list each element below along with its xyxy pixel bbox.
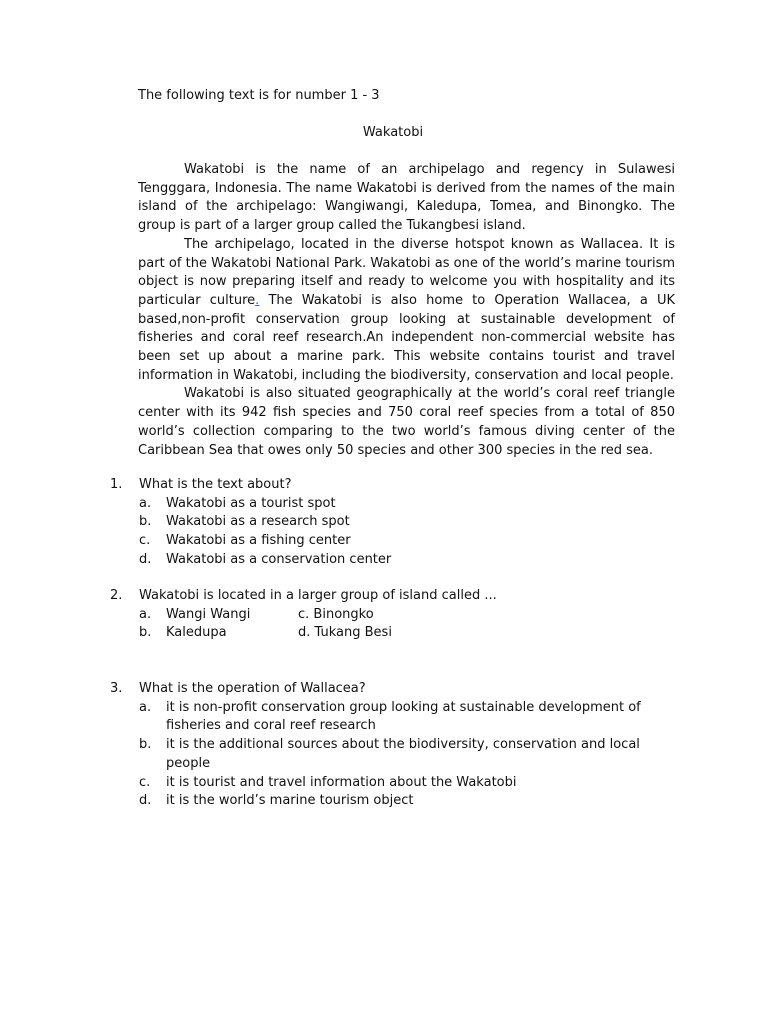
paragraph-1: Wakatobi is the name of an archipelago and regency in Sulawesi Tengggara, Indonesia. The name Wakatobi is derived from the names of the main island of the archipelago: Wangiwangi, Kaledupa, Tomea, and Binongko. The group is part of a larger group called the Tukangbesi island.: [138, 162, 675, 234]
option-b: b. it is the additional sources about the biodiversity, conservation and local people: [139, 737, 640, 771]
option-d: d. it is the world’s marine tourism object: [139, 793, 414, 809]
question-1: [110, 476, 676, 570]
option-d: d. Wakatobi as a conservation center: [139, 551, 392, 567]
intro-line: The following text is for number 1 - 3: [138, 88, 380, 103]
hyperlink-dot[interactable]: .: [255, 292, 260, 308]
passage-title: Wakatobi: [362, 125, 424, 140]
question-text: What is the operation of Wallacea?: [139, 681, 366, 696]
option-b: b. Kaledupa: [139, 625, 227, 641]
question-text: Wakatobi is located in a larger group of island called ...: [139, 588, 497, 603]
paragraph-3: Wakatobi is also situated geographically at the world’s coral reef triangle center with its 942 fish species and 750 coral reef species from a total of 850 world’s collection comparing to the two world’s famous diving center of the Caribbean Sea that owes only 50 species and other 300 species in the red sea.: [138, 386, 675, 458]
option-c: c. Wakatobi as a fishing center: [139, 533, 351, 549]
option-d: d. Tukang Besi: [298, 625, 392, 641]
question-number: 2.: [110, 588, 123, 603]
option-c: c. Binongko: [298, 606, 374, 622]
option-a: a. Wangi Wangi: [139, 606, 251, 622]
option-c: c. it is tourist and travel information about the Wakatobi: [139, 774, 517, 790]
question-text: What is the text about?: [139, 477, 292, 492]
paragraph-2: [138, 236, 675, 386]
reading-passage: [138, 161, 675, 460]
paragraph-2-part-a: The archipelago, located in the diverse hotspot known as Wallacea. It is part of the Wakatobi National Park. Wakatobi as one of the world’s marine tourism object is now preparing itself and ready to welcome you with hospitality and its particular culture: [138, 236, 675, 308]
question-2: [110, 587, 676, 643]
option-b: b. Wakatobi as a research spot: [139, 514, 350, 530]
question-number: 3.: [110, 681, 123, 696]
option-a: a. Wakatobi as a tourist spot: [139, 495, 336, 511]
question-number: 1.: [110, 477, 123, 492]
paragraph-2-part-b: The Wakatobi is also home to Operation Wallacea, a UK based,non-profit conservation group looking at sustainable development of fisheries and coral reef research.An independent non-commercial website has been set up about a marine park. This website contains tourist and travel information in Wakatobi, including the biodiversity, conservation and local people.: [138, 292, 675, 383]
question-3: [110, 680, 676, 811]
option-a: a. it is non-profit conservation group looking at sustainable development of fisheries and coral reef research: [139, 699, 641, 734]
